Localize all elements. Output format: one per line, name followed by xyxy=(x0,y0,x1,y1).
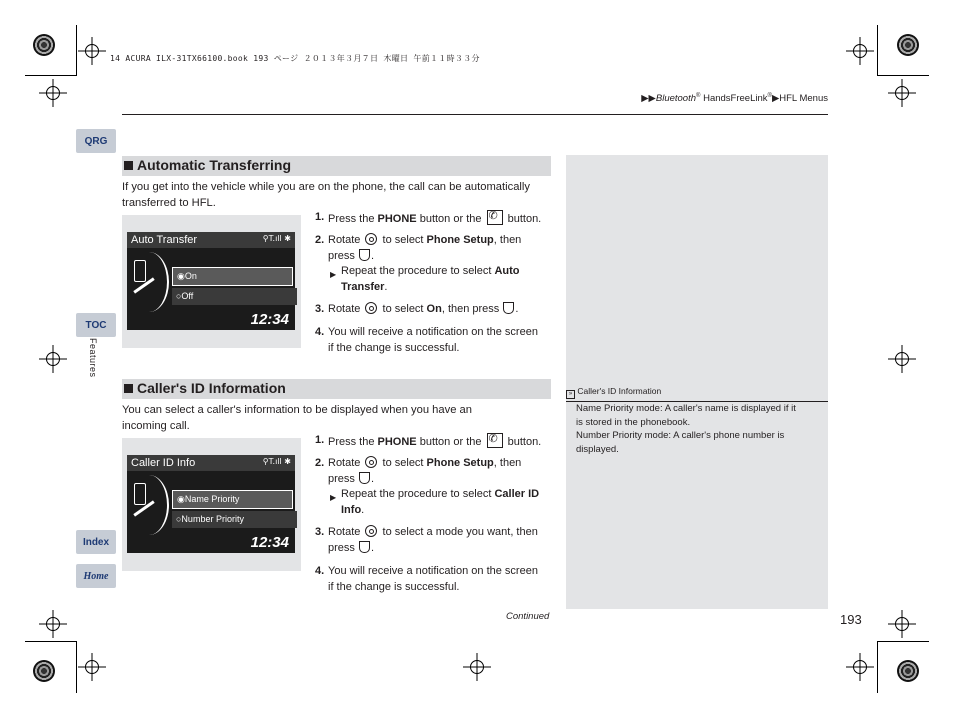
phone-icon xyxy=(134,483,146,505)
press-knob-icon xyxy=(503,302,514,314)
step-text: Rotate xyxy=(328,457,364,469)
step-number: 4. xyxy=(315,565,325,577)
crop-line xyxy=(877,641,878,693)
crop-line xyxy=(877,641,929,642)
step-2 xyxy=(315,233,553,264)
step-text: You will receive a notification on the screen xyxy=(328,326,538,338)
home-label: Home xyxy=(83,570,109,582)
toc-button[interactable]: TOC xyxy=(76,313,116,337)
step-text: to select xyxy=(379,234,427,246)
press-knob-icon xyxy=(359,249,370,261)
menu-label: Info xyxy=(341,503,362,516)
crop-line xyxy=(25,75,77,76)
crop-target-mark xyxy=(895,86,909,100)
step-text: Press the xyxy=(328,213,378,225)
phone-icon xyxy=(134,260,146,282)
breadcrumb-hfl: HandsFreeLink xyxy=(700,93,768,105)
step-3 xyxy=(315,525,553,556)
crop-target-mark xyxy=(853,660,867,674)
step-text: to select xyxy=(379,457,427,469)
step-1 xyxy=(315,433,553,451)
features-tab-label: Features xyxy=(88,338,98,378)
index-button[interactable]: Index xyxy=(76,530,116,554)
step-text: . xyxy=(384,280,388,293)
selector-knob-icon xyxy=(365,302,377,314)
step-text: if the change is successful. xyxy=(328,341,460,354)
breadcrumb-bluetooth: Bluetooth xyxy=(655,93,697,105)
step-text: Repeat the procedure to select xyxy=(341,265,495,277)
display-screen xyxy=(127,232,295,330)
step-1 xyxy=(315,210,553,228)
menu-label: Transfer xyxy=(341,280,385,293)
registration-rosette xyxy=(897,660,919,682)
step-text: button. xyxy=(504,213,542,225)
signal-status-icon: ⚲T.ıll ✱ xyxy=(262,234,291,243)
pickup-phone-icon xyxy=(487,433,503,448)
step-text: to select xyxy=(379,303,427,315)
breadcrumb-reg: ® xyxy=(696,93,701,99)
continued-label: Continued xyxy=(506,611,550,622)
step-text: button or the xyxy=(416,213,485,225)
breadcrumb-arrows: ▶▶ xyxy=(641,93,656,105)
step-text: , then xyxy=(493,457,522,469)
step-text: , then press xyxy=(441,303,503,315)
registration-rosette xyxy=(897,34,919,56)
step-text: press xyxy=(328,541,358,554)
crop-target-mark xyxy=(85,660,99,674)
crop-line xyxy=(877,25,878,75)
selector-knob-icon xyxy=(365,525,377,537)
menu-label: On xyxy=(426,303,442,315)
note-body xyxy=(576,402,822,456)
step-text: press xyxy=(328,472,358,485)
intro-line: transferred to HFL. xyxy=(122,197,216,209)
step-2-sub xyxy=(315,487,553,518)
note-line: displayed. xyxy=(576,443,619,455)
crop-target-mark xyxy=(895,352,909,366)
step-number: 1. xyxy=(315,211,325,223)
step-text: Rotate xyxy=(328,234,364,246)
crop-target-mark xyxy=(46,617,60,631)
menu-label: Auto xyxy=(494,265,520,277)
step-number: 3. xyxy=(315,526,325,538)
section-header-auto-transfer xyxy=(122,156,551,176)
menu-label: Phone Setup xyxy=(426,234,494,246)
section-title: Caller's ID Information xyxy=(137,380,286,396)
step-text: press xyxy=(328,249,358,262)
display-screen xyxy=(127,455,295,553)
crop-line xyxy=(25,641,77,642)
qrg-button[interactable]: QRG xyxy=(76,129,116,153)
step-text: Repeat the procedure to select xyxy=(341,488,495,500)
crop-target-mark xyxy=(853,44,867,58)
selector-knob-icon xyxy=(365,456,377,468)
option-selected: ◉On xyxy=(172,267,293,286)
home-button[interactable] xyxy=(76,564,116,588)
step-text: button. xyxy=(504,436,542,448)
sub-arrow-icon: ▶ xyxy=(330,493,337,502)
step-text: . xyxy=(370,472,375,485)
section-bullet-icon xyxy=(124,161,133,170)
step-4 xyxy=(315,325,553,356)
section-header-caller-id xyxy=(122,379,551,399)
crop-line xyxy=(76,25,77,75)
screen-illustration-auto-transfer xyxy=(122,215,301,348)
page-number: 193 xyxy=(840,612,862,627)
screen-clock: 12:34 xyxy=(250,534,289,551)
section-title: Automatic Transferring xyxy=(137,157,292,173)
breadcrumb xyxy=(641,93,828,104)
step-text: Rotate xyxy=(328,303,364,315)
menu-label: Phone Setup xyxy=(426,457,494,469)
option-selected: ◉Name Priority xyxy=(172,490,293,509)
phone-button-label: PHONE xyxy=(377,213,417,225)
crop-target-mark xyxy=(895,617,909,631)
option-unselected: ○Off xyxy=(172,288,297,305)
step-text: You will receive a notification on the screen xyxy=(328,565,538,577)
selector-knob-icon xyxy=(365,233,377,245)
notes-panel xyxy=(566,155,828,609)
registration-rosette xyxy=(33,660,55,682)
crop-target-mark xyxy=(470,660,484,674)
note-line: Number Priority mode: A caller's phone number is xyxy=(576,430,785,441)
intro-line: You can select a caller's information to be displayed when you have an xyxy=(122,404,472,416)
menu-label: Caller ID xyxy=(494,488,540,500)
step-text: . xyxy=(515,303,519,315)
intro-line: If you get into the vehicle while you are on the phone, the call can be automatically xyxy=(122,181,530,193)
step-text: button or the xyxy=(416,436,485,448)
press-knob-icon xyxy=(359,541,370,553)
press-knob-icon xyxy=(359,472,370,484)
step-text: . xyxy=(361,503,365,516)
screen-title: Auto Transfer xyxy=(127,232,295,248)
crop-line xyxy=(877,75,929,76)
note-title xyxy=(566,386,828,402)
note-line: Name Priority mode: A caller's name is displayed if it xyxy=(576,403,796,414)
breadcrumb-hfl-menus[interactable]: HFL Menus xyxy=(779,93,828,105)
note-line: is stored in the phonebook. xyxy=(576,416,691,428)
header-rule xyxy=(122,114,828,115)
step-text: to select a mode you want, then xyxy=(379,526,538,538)
step-number: 3. xyxy=(315,303,325,315)
intro-line: incoming call. xyxy=(122,420,190,432)
crop-target-mark xyxy=(46,352,60,366)
breadcrumb-arrow: ▶ xyxy=(771,93,780,105)
note-arrow-icon: » xyxy=(566,390,575,399)
step-text: Press the xyxy=(328,436,378,448)
step-text: if the change is successful. xyxy=(328,580,460,593)
step-4 xyxy=(315,564,553,595)
step-text: , then xyxy=(493,234,522,246)
breadcrumb-reg: ® xyxy=(767,93,772,99)
section-bullet-icon xyxy=(124,384,133,393)
step-text: . xyxy=(370,541,375,554)
phone-button-label: PHONE xyxy=(377,436,417,448)
registration-rosette xyxy=(33,34,55,56)
sub-arrow-icon: ▶ xyxy=(330,270,337,279)
option-unselected: ○Number Priority xyxy=(172,511,297,528)
step-2 xyxy=(315,456,553,487)
step-text: Rotate xyxy=(328,526,364,538)
screen-illustration-caller-id xyxy=(122,438,301,571)
note-title-text[interactable]: Caller's ID Information xyxy=(577,386,662,396)
step-number: 1. xyxy=(315,434,325,446)
step-number: 4. xyxy=(315,326,325,338)
crop-target-mark xyxy=(85,44,99,58)
screen-title: Caller ID Info xyxy=(127,455,295,471)
crop-target-mark xyxy=(46,86,60,100)
step-2-sub xyxy=(315,264,553,295)
screen-clock: 12:34 xyxy=(250,311,289,328)
section-intro xyxy=(122,402,562,434)
step-number: 2. xyxy=(315,457,325,469)
section-intro xyxy=(122,179,562,211)
crop-line xyxy=(76,641,77,693)
pickup-phone-icon xyxy=(487,210,503,225)
book-file-line: 14 ACURA ILX-31TX66100.book 193 ページ ２０１３年３月７日 木曜日 午前１１時３３分 xyxy=(110,54,480,63)
step-text: . xyxy=(370,249,375,262)
step-number: 2. xyxy=(315,234,325,246)
signal-status-icon: ⚲T.ıll ✱ xyxy=(262,457,291,466)
step-3 xyxy=(315,302,553,318)
